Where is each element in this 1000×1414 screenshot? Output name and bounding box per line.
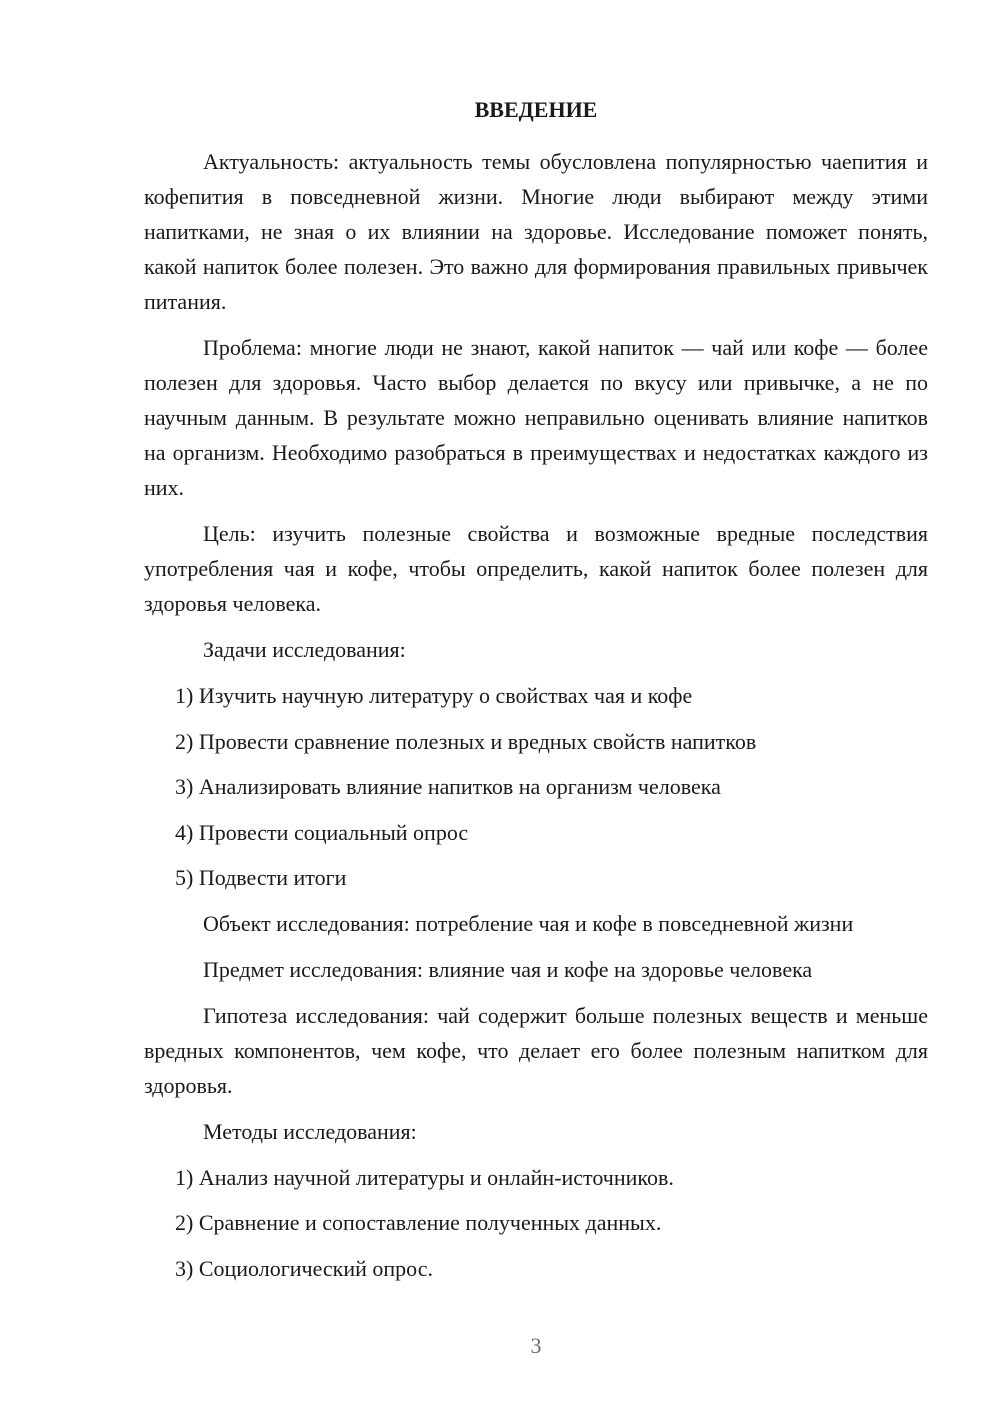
method-item: 2) Сравнение и сопоставление полученных данных. [175, 1210, 662, 1235]
method-item: 3) Социологический опрос. [175, 1255, 433, 1281]
page-number: 3 [530, 1333, 542, 1358]
task-item: 1) Изучить научную литературу о свойствах чая и кофе [175, 683, 693, 708]
goal-paragraph: Цель: изучить полезные свойства и возможные вредные последствия употребления чая и кофе, чтобы определить, какой напиток более полезен для здоровья человека. [144, 521, 928, 616]
section-title: ВВЕДЕНИЕ [474, 97, 598, 122]
method-item: 1) Анализ научной литературы и онлайн-источников. [175, 1164, 674, 1190]
subject-paragraph: Предмет исследования: влияние чая и кофе на здоровье человека [203, 956, 813, 982]
tasks-list [144, 678, 928, 895]
methods-list [144, 1160, 928, 1286]
problem-paragraph: Проблема: многие люди не знают, какой напиток — чай или кофе — более полезен для здоровья. Часто выбор делается по вкусу или привычке, а не по научным данным. В результате можно неправильно оценивать влияние напитков на организм. Необходимо разобраться в преимуществах и недостатках каждого из них. [144, 335, 928, 500]
object-paragraph: Объект исследования: потребление чая и кофе в повседневной жизни [203, 910, 854, 936]
relevance-paragraph: Актуальность: актуальность темы обусловлена популярностью чаепития и кофепития в повседневной жизни. Многие люди выбирают между этими напитками, не зная о их влиянии на здоровье. Исследование поможет понять, какой напиток более полезен. Это важно для формирования правильных привычек питания. [144, 149, 928, 314]
task-item: 4) Провести социальный опрос [175, 819, 469, 845]
methods-heading: Методы исследования: [203, 1118, 417, 1144]
task-item: 3) Анализировать влияние напитков на организм человека [175, 774, 721, 799]
hypothesis-paragraph: Гипотеза исследования: чай содержит больше полезных веществ и меньше вредных компонентов, чем кофе, что делает его более полезным напитком для здоровья. [144, 1002, 928, 1098]
task-item: 2) Провести сравнение полезных и вредных свойств напитков [175, 728, 757, 754]
document-page [144, 94, 928, 1296]
tasks-heading: Задачи исследования: [203, 637, 406, 662]
task-item: 5) Подвести итоги [175, 865, 347, 890]
